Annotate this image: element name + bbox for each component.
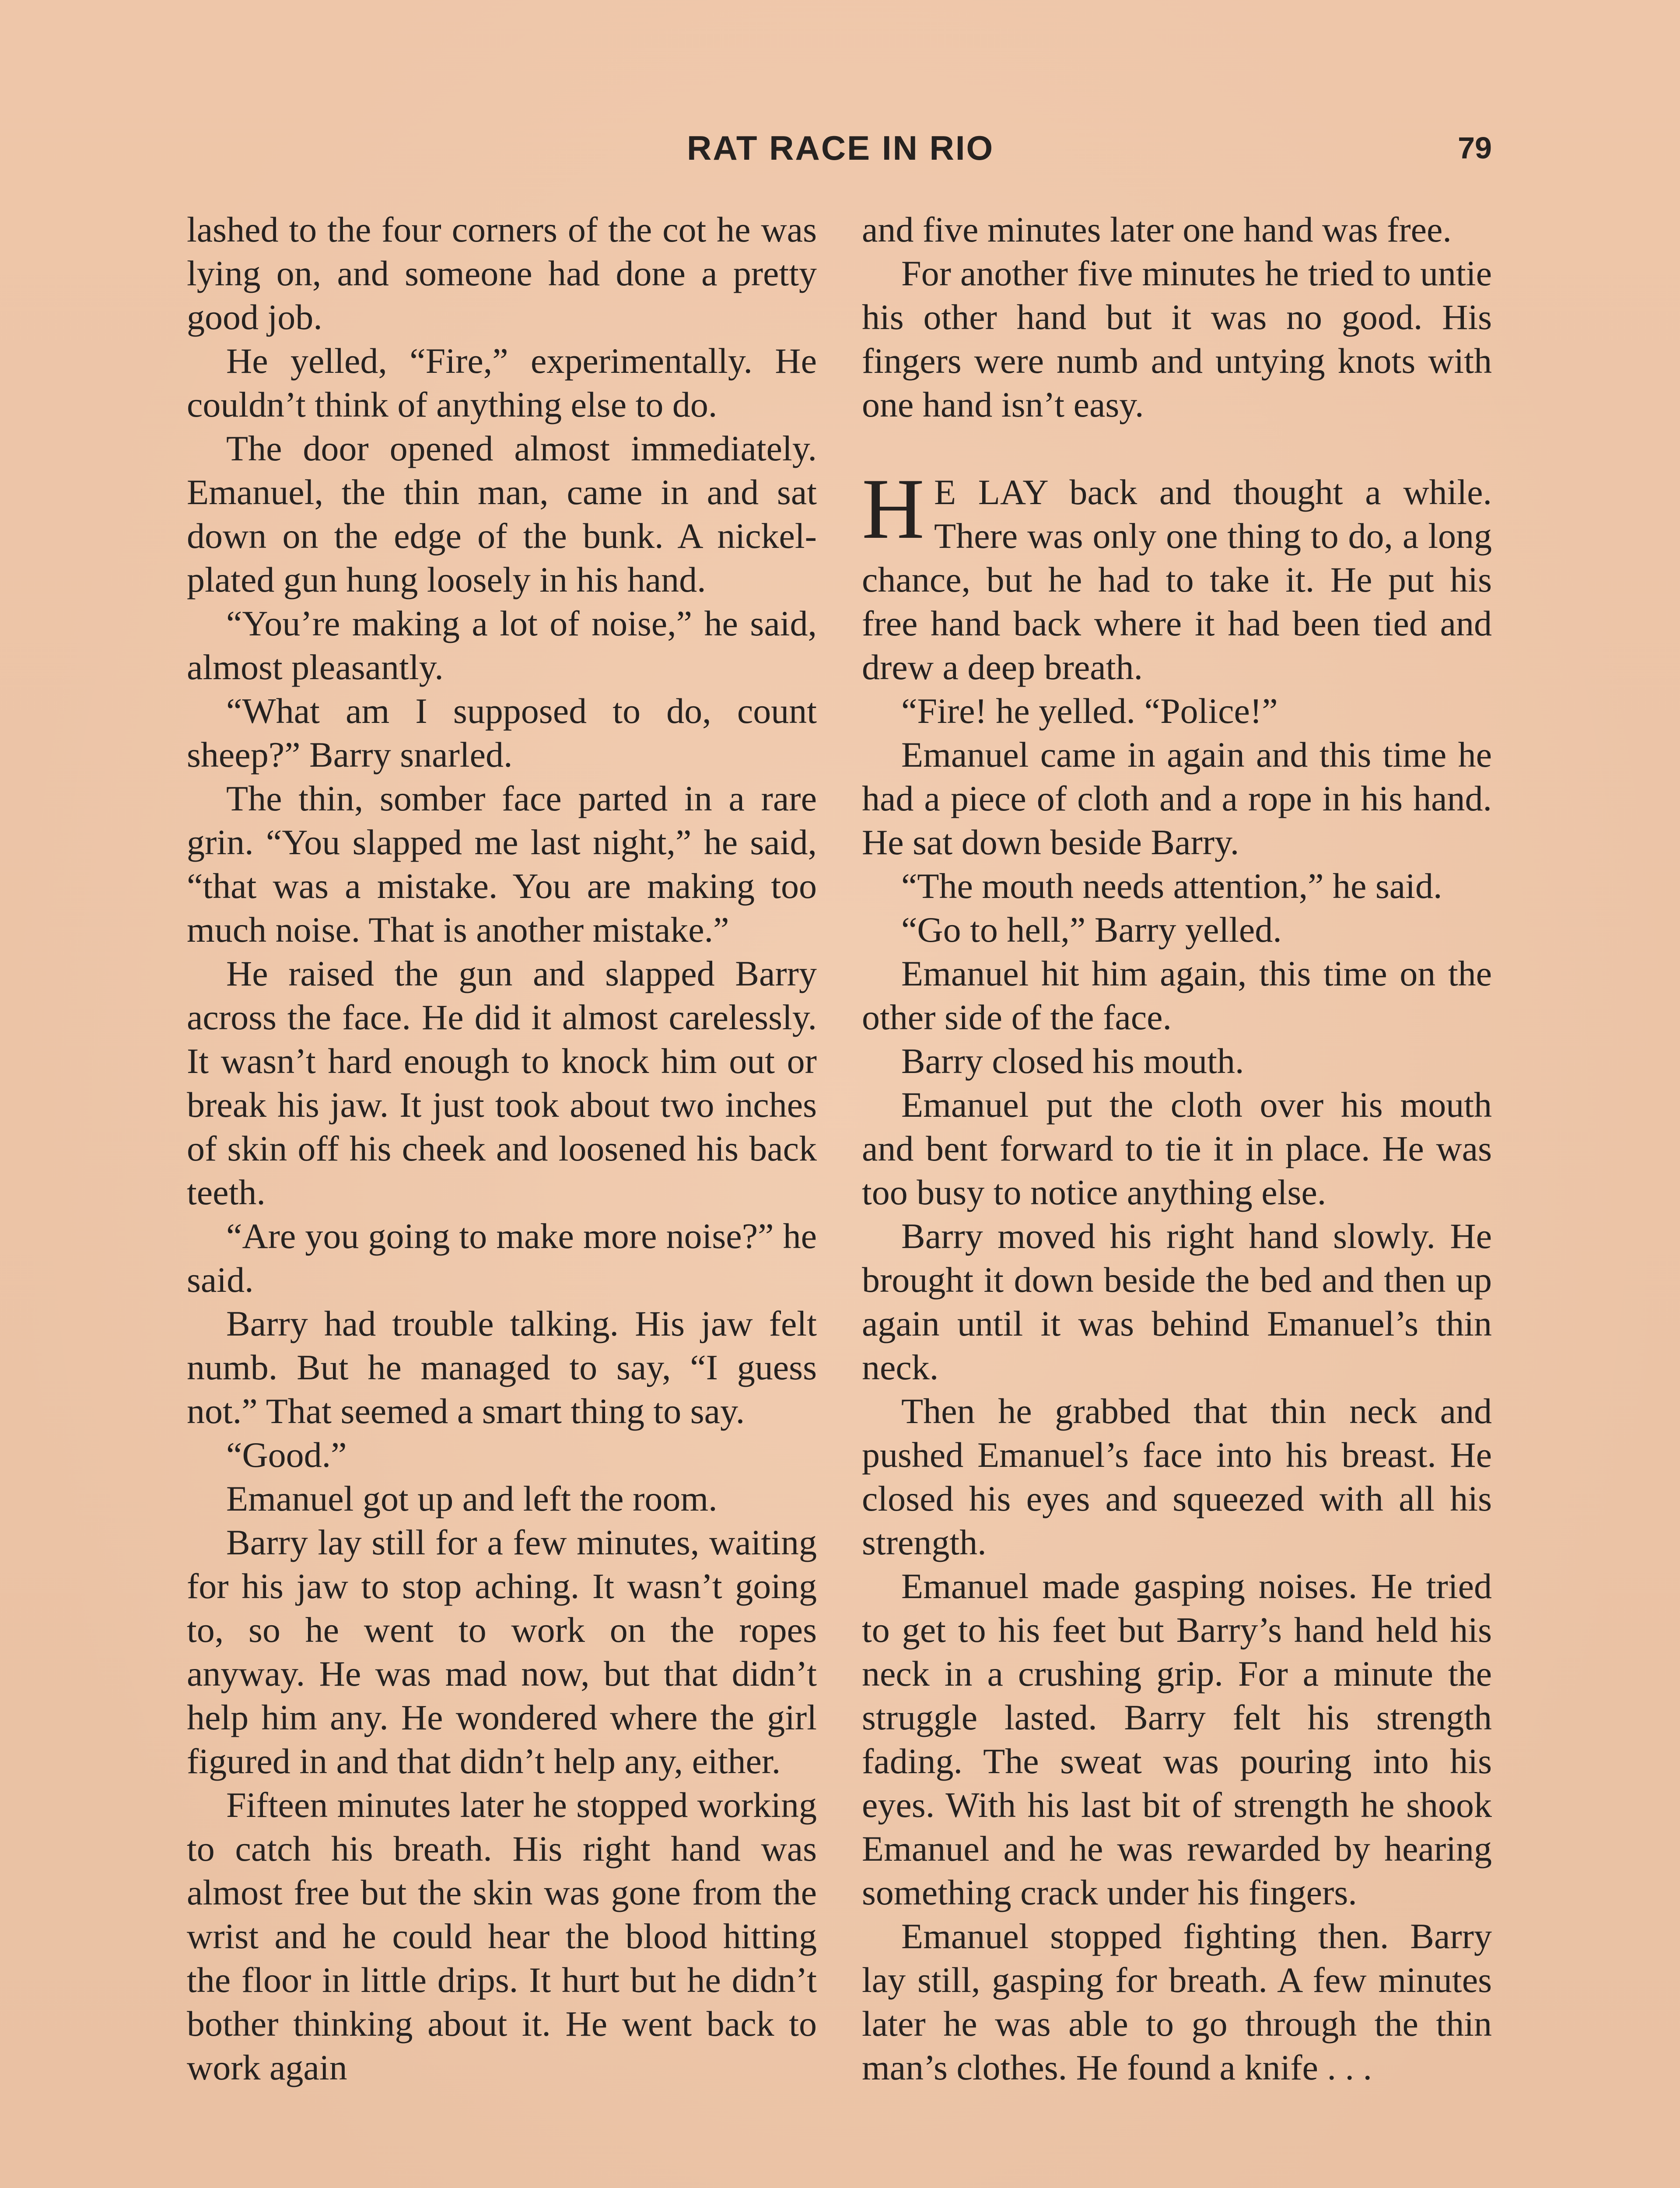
section-opening-paragraph xyxy=(862,461,1492,689)
paragraph: Emanuel put the cloth over his mouth and bent forward to tie it in place. He was too busy to notice anything else. xyxy=(862,1085,1492,1212)
right-column xyxy=(862,208,1492,2090)
paragraph: “You’re making a lot of noise,” he said, almost pleasantly. xyxy=(187,603,817,687)
paragraph: “The mouth needs attention,” he said. xyxy=(901,866,1442,906)
paragraph: He raised the gun and slapped Barry across the face. He did it almost carelessly. It wasn’t hard enough to knock him out or break his jaw. It just took about two inches of skin off his cheek and loosened his back teeth. xyxy=(187,954,817,1212)
paragraph: Barry closed his mouth. xyxy=(901,1041,1244,1081)
running-title: RAT RACE IN RIO xyxy=(687,129,994,167)
paragraph: Fifteen minutes later he stopped working to catch his breath. His right hand was almost free but the skin was gone from the wrist and he could hear the blood hitting the floor in little drips. It hurt but he didn’t bother thinking about it. He went back to work again xyxy=(187,1785,817,2087)
paragraph: The door opened almost immediately. Emanuel, the thin man, came in and sat down on the edge of the bunk. A nickel-plated gun hung loosely in his hand. xyxy=(187,428,817,600)
paragraph: Emanuel hit him again, this time on the other side of the face. xyxy=(862,954,1492,1037)
paragraph: and five minutes later one hand was free. xyxy=(862,210,1452,249)
paragraph: Emanuel stopped fighting then. Barry lay still, gasping for breath. A few minutes later he was able to go through the thin man’s clothes. He found a knife . . . xyxy=(862,1916,1492,2087)
left-column xyxy=(187,208,817,2090)
paragraph: He yelled, “Fire,” experimentally. He couldn’t think of anything else to do. xyxy=(187,341,817,424)
paragraph: “Good.” xyxy=(226,1435,347,1475)
section-opening-text: E LAY back and thought a while. There was only one thing to do, a long chance, but he had to take it. He put his free hand back where it had been tied and drew a deep breath. xyxy=(862,472,1492,687)
paragraph: Barry moved his right hand slowly. He brought it down beside the bed and then up again until it was behind Emanuel’s thin neck. xyxy=(862,1216,1492,1387)
paragraph: “Go to hell,” Barry yelled. xyxy=(901,910,1282,950)
paragraph: For another five minutes he tried to untie his other hand but it was no good. His fingers were numb and untying knots with one hand isn’t easy. xyxy=(862,253,1492,424)
drop-cap: H xyxy=(862,461,924,557)
paragraph: The thin, somber face parted in a rare grin. “You slapped me last night,” he said, “that was a mistake. You are making too much noise. That is another mistake.” xyxy=(187,778,817,950)
paragraph: Then he grabbed that thin neck and pushed Emanuel’s face into his breast. He closed his eyes and squeezed with all his strength. xyxy=(862,1391,1492,1562)
paragraph: Emanuel came in again and this time he had a piece of cloth and a rope in his hand. He sat down beside Barry. xyxy=(862,735,1492,862)
paragraph: Barry lay still for a few minutes, waiting for his jaw to stop aching. It wasn’t going to, so he went to work on the ropes anyway. He was mad now, but that didn’t help him any. He wondered where the girl figured in and that didn’t help any, either. xyxy=(187,1522,817,1781)
paragraph: “What am I supposed to do, count sheep?” Barry snarled. xyxy=(187,691,817,775)
paragraph: lashed to the four corners of the cot he was lying on, and someone had done a pretty good job. xyxy=(187,210,817,337)
paragraph: Emanuel got up and left the room. xyxy=(226,1479,718,1518)
paragraph: Emanuel made gasping noises. He tried to get to his feet but Barry’s hand held his neck in a crushing grip. For a minute the struggle lasted. Barry felt his strength fading. The sweat was pouring into his eyes. With his last bit of strength he shook Emanuel and he was rewarded by hearing something crack under his fingers. xyxy=(862,1566,1492,1912)
paragraph: Barry had trouble talking. His jaw felt numb. But he managed to say, “I guess not.” That seemed a smart thing to say. xyxy=(187,1304,817,1431)
page-number: 79 xyxy=(1458,131,1492,165)
paragraph: “Are you going to make more noise?” he said. xyxy=(187,1216,817,1300)
running-head xyxy=(0,124,1680,172)
paragraph: “Fire! he yelled. “Police!” xyxy=(901,691,1278,731)
